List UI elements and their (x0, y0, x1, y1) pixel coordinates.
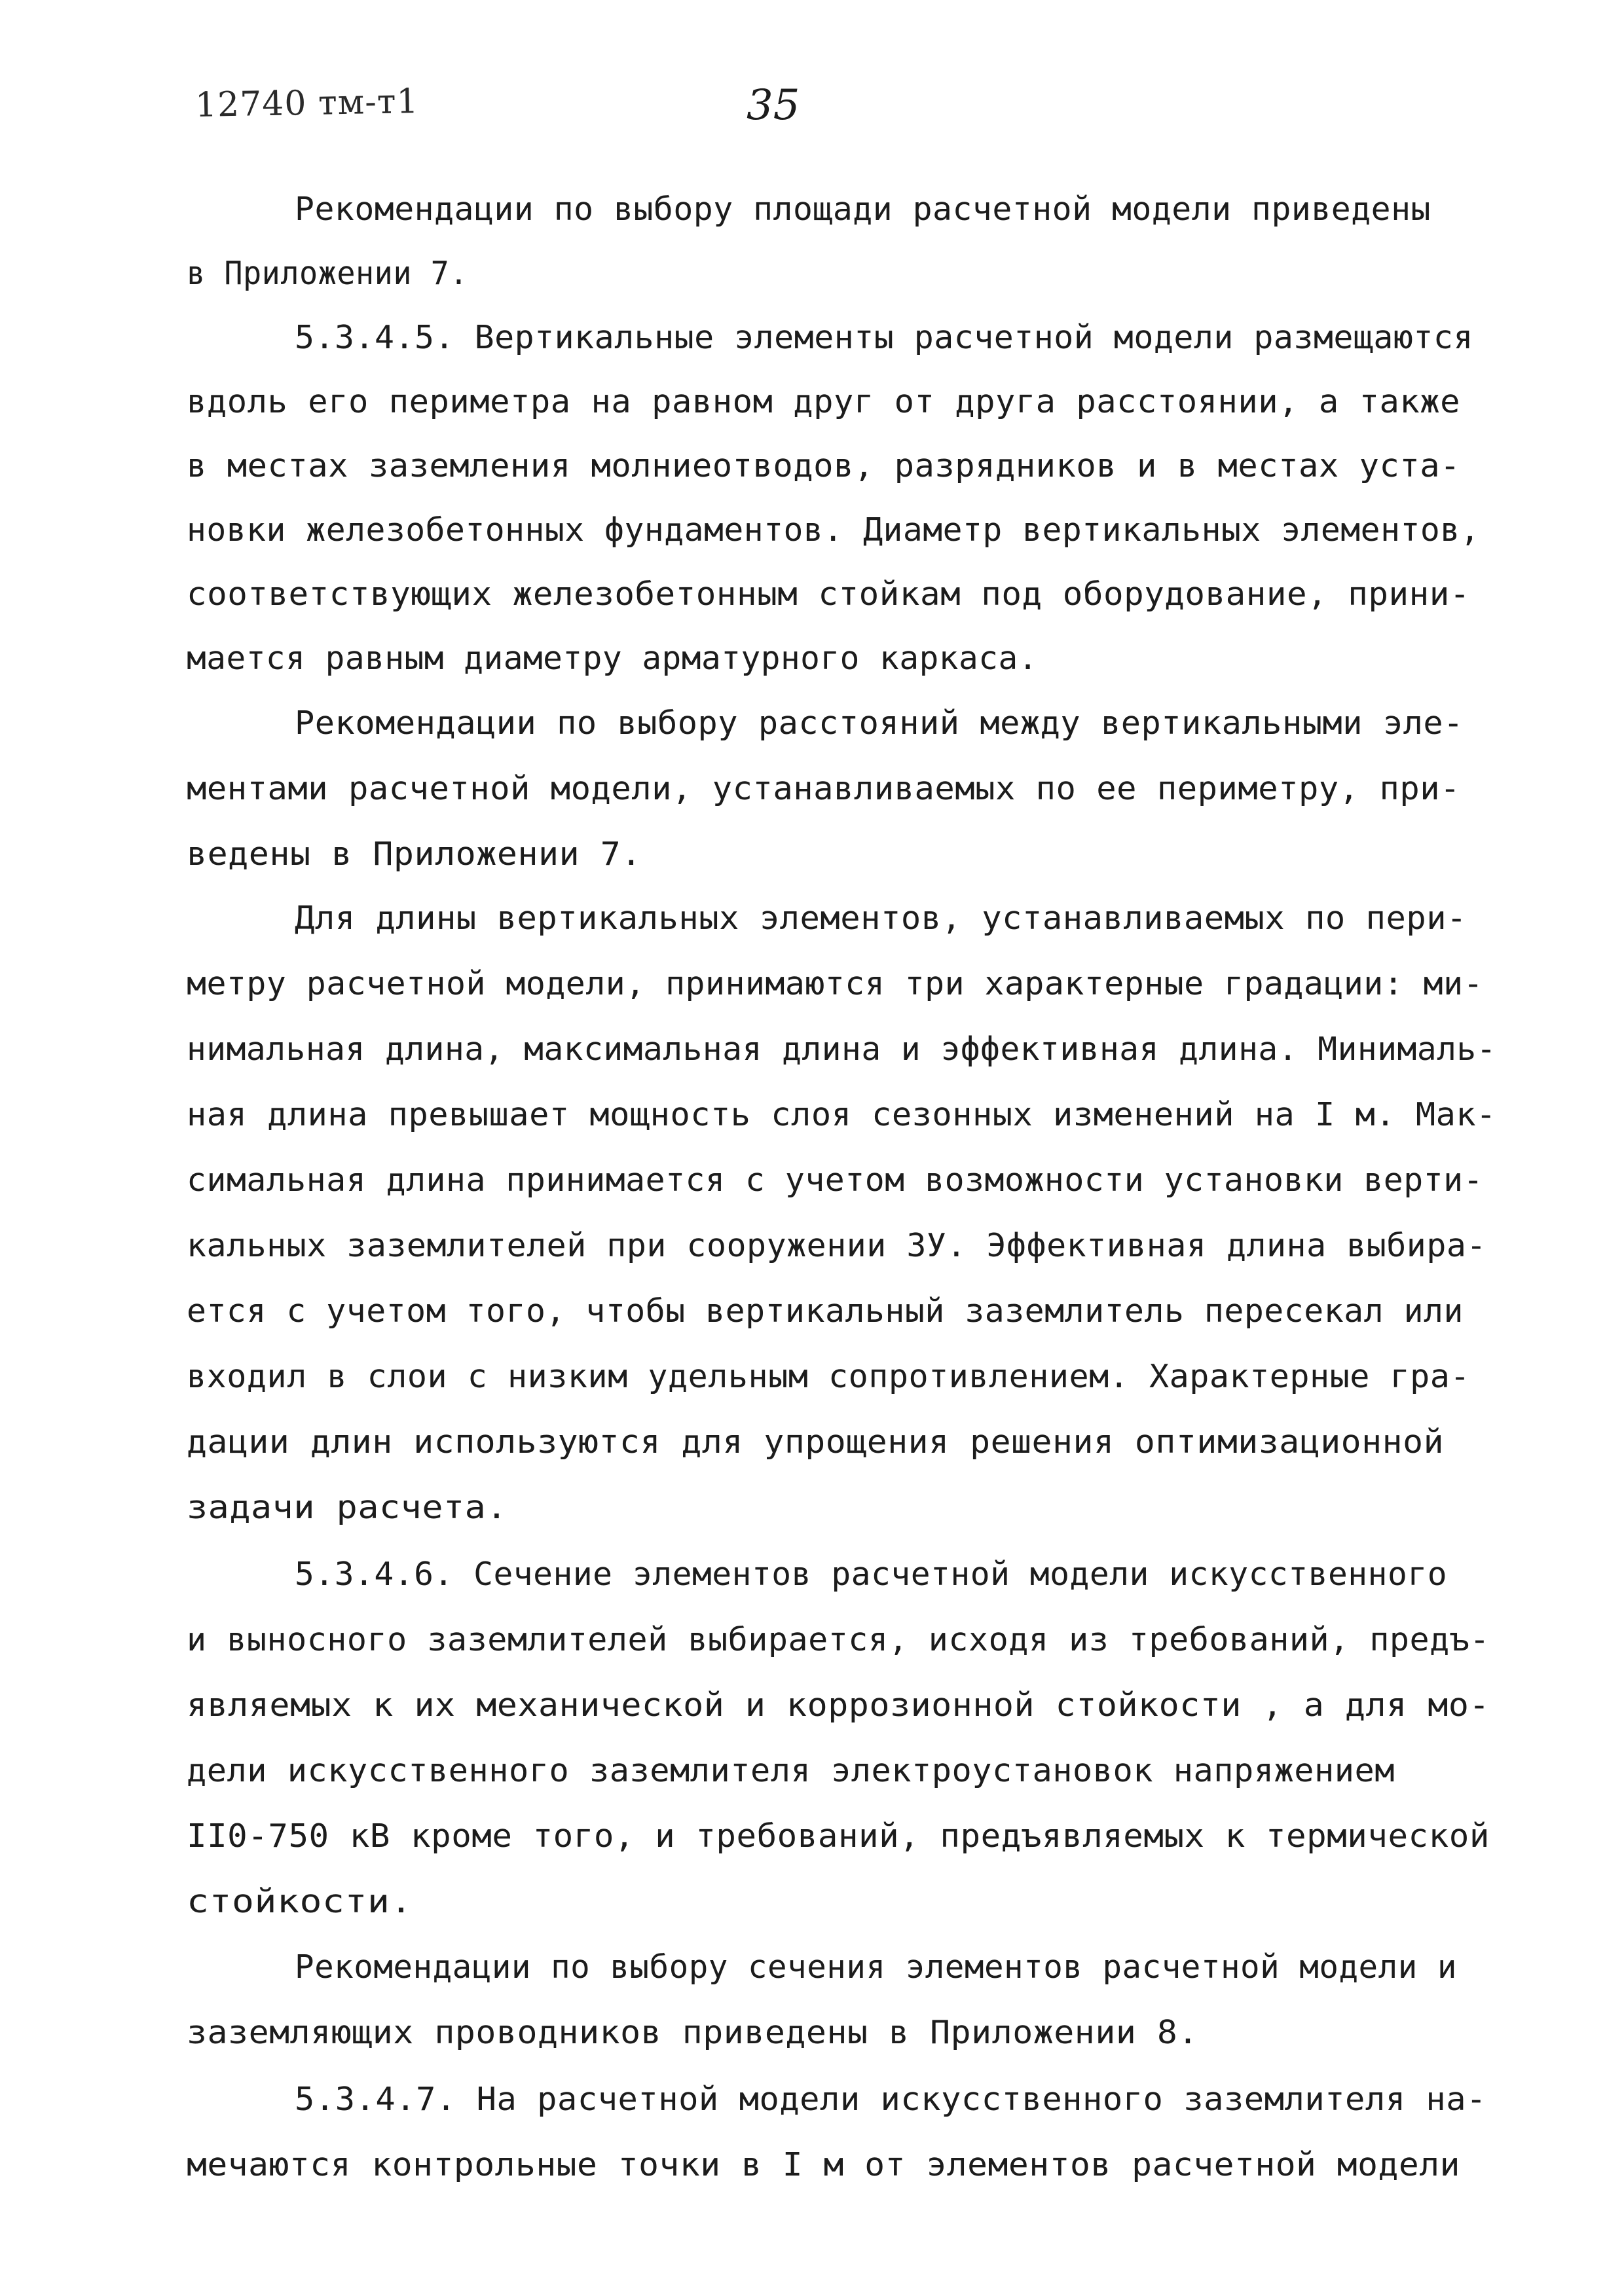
text-line: ментами расчетной модели, устанавливаемых по ее периметру, при- (187, 770, 1461, 807)
text-line: 5.3.4.5. Вертикальные элементы расчетной модели размещаются (295, 319, 1473, 356)
text-line: ная длина превышает мощность слоя сезонных изменений на I м. Мак- (187, 1096, 1496, 1133)
text-line: и выносного заземлителей выбирается, исходя из требований, предъ- (187, 1621, 1490, 1658)
text-line: симальная длина принимается с учетом возможности установки верти- (187, 1161, 1484, 1199)
text-line: метру расчетной модели, принимаются три характерные градации: ми- (187, 965, 1484, 1002)
text-line: в Приложении 7. (187, 255, 468, 292)
text-line: задачи расчета. (187, 1489, 508, 1526)
text-line: входил в слои с низким удельным сопротивлением. Характерные гра- (187, 1358, 1470, 1395)
text-line: дели искусственного заземлителя электроустановок напряжением (187, 1752, 1395, 1789)
page-number: 35 (747, 81, 800, 130)
text-line: 5.3.4.6. Сечение элементов расчетной модели искусственного (295, 1556, 1448, 1593)
document-code: 12740 тм-т1 (194, 82, 420, 125)
text-line: Для длины вертикальных элементов, устанавливаемых по пери- (295, 900, 1467, 937)
text-line: соответствующих железобетонным стойкам под оборудование, прини- (187, 575, 1470, 613)
text-line: стойкости. (187, 1883, 413, 1920)
text-line: являемых к их механической и коррозионной стойкости , а для мо- (187, 1686, 1490, 1724)
text-line: новки железобетонных фундаментов. Диаметр вертикальных элементов, (187, 511, 1481, 549)
text-line: II0-750 кВ кроме того, и требований, предъявляемых к термической (187, 1817, 1490, 1855)
text-line: мается равным диаметру арматурного каркаса. (187, 640, 1038, 677)
text-line: кальных заземлителей при сооружении ЗУ. Эффективная длина выбира- (187, 1227, 1486, 1264)
text-line: в местах заземления молниеотводов, разрядников и в местах уста- (187, 447, 1461, 484)
text-line: Рекомендации по выбору площади расчетной модели приведены (295, 191, 1431, 228)
text-line: ется с учетом того, чтобы вертикальный заземлитель пересекал или (187, 1292, 1464, 1330)
text-line: 5.3.4.7. На расчетной модели искусственного заземлителя на- (295, 2081, 1486, 2118)
text-line: заземляющих проводников приведены в Приложении 8. (187, 2014, 1199, 2051)
text-line: дации длин используются для упрощения решения оптимизационной (187, 1423, 1445, 1461)
text-line: нимальная длина, максимальная длина и эффективная длина. Минималь- (187, 1030, 1497, 1068)
text-line: ведены в Приложении 7. (187, 835, 642, 873)
text-line: Рекомендации по выбору сечения элементов расчетной модели и (295, 1948, 1457, 1986)
text-line: Рекомендации по выбору расстояний между вертикальными эле- (295, 704, 1464, 742)
text-line: вдоль его периметра на равном друг от друга расстоянии, а также (187, 383, 1461, 420)
text-line: мечаются контрольные точки в I м от элементов расчетной модели (187, 2146, 1461, 2183)
